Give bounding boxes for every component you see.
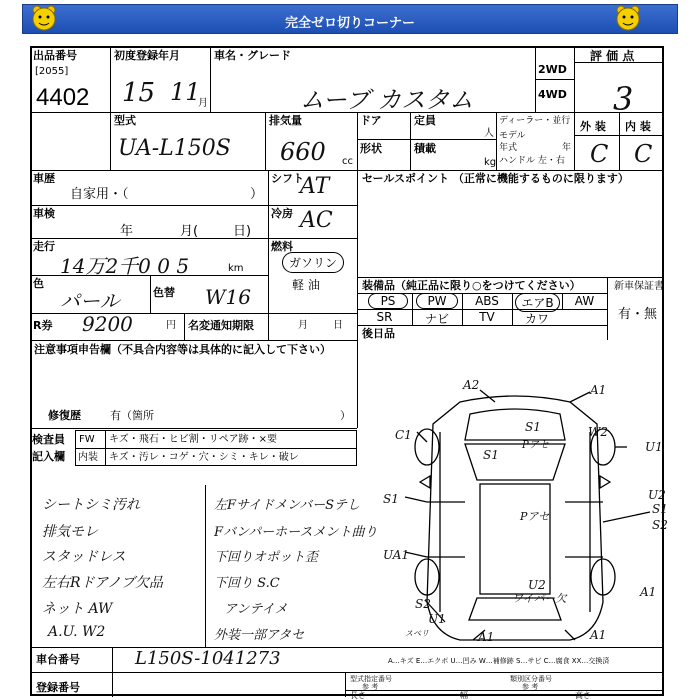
car-label: 車名・グレード [214, 49, 291, 62]
comment-line: シートシミ汚れ [42, 497, 140, 513]
car-name: ムーブ カスタム [300, 86, 474, 114]
color-value: パール [60, 289, 120, 313]
equipment-tv: TV [479, 310, 495, 324]
sales-point-label: セールスポイント （正常に機能するものに限ります） [362, 172, 629, 185]
mascot-icon [614, 4, 642, 32]
capacity-unit: 人 [484, 128, 494, 139]
equipment-ps: PS [368, 293, 408, 309]
engine-label: 排気量 [269, 114, 302, 127]
title-change-day: 日 [333, 320, 343, 331]
dealer-nen: 年 [562, 143, 572, 153]
fuel-label: 燃料 [271, 240, 293, 253]
damage-mark: U2 [648, 488, 666, 502]
inspection-label: 車検 [33, 207, 55, 220]
reg-year: 15 [122, 78, 156, 108]
divider [75, 448, 357, 449]
divider [410, 112, 411, 170]
drive-4wd: 4WD [538, 88, 567, 101]
comment-line: 下回りオポット歪 [214, 550, 319, 565]
equipment-aw: AW [574, 294, 595, 308]
divider [496, 112, 497, 170]
repair-label: 修復歴 [48, 409, 81, 422]
comment-line: 左FサイドメンバーSテし [214, 498, 360, 513]
footer-reference: 参 考 [522, 683, 539, 691]
interior-label: 内 装 [625, 120, 651, 133]
inspector-fw: FW [79, 434, 95, 445]
damage-mark: A1 [640, 585, 657, 599]
divider [619, 112, 620, 170]
damage-mark: A1 [590, 383, 607, 397]
inspection-day: 日) [233, 224, 252, 239]
damage-legend: A…キズ E…エクボ U…凹み W…補修跡 S…サビ C…腐食 XX…交換済 [388, 657, 610, 665]
damage-mark: S2 [652, 518, 668, 532]
comment-line: 下回り S.C [214, 576, 280, 591]
damage-mark: S2 [415, 597, 431, 611]
reg-month-unit: 月 [198, 98, 208, 109]
vehicle-use-label: 車歴 [33, 172, 55, 185]
mileage-label: 走行 [33, 240, 55, 253]
comment-line: 左右Rドアノブ欠品 [42, 575, 164, 591]
comment-line: アンテイメ [224, 602, 288, 617]
comment-line: Fバンパーホースメント曲り [214, 525, 378, 540]
dealer-label: ディーラー・並行 [499, 116, 571, 126]
score-label: 評 価 点 [590, 49, 635, 63]
shift-value: AT [300, 174, 330, 199]
divider [30, 205, 357, 206]
equipment-sr: SR [376, 310, 393, 324]
equipment-abs: ABS [475, 294, 499, 308]
lot-label: 出品番号 [33, 49, 77, 62]
damage-mark: UA1 [383, 548, 410, 562]
engine-value: 660 [280, 138, 326, 166]
damage-note: Pアセ [520, 510, 550, 523]
divider [210, 46, 211, 112]
vehicle-use-close: ） [250, 187, 264, 202]
door-label: ドア [360, 114, 382, 127]
chassis-label: 車台番号 [36, 653, 80, 666]
drive-2wd: 2WD [538, 63, 567, 76]
capacity-label: 定員 [414, 114, 436, 127]
score-value: 3 [613, 80, 634, 118]
damage-mark: U2 [528, 578, 546, 592]
damage-mark: W2 [588, 425, 608, 439]
divider [535, 79, 574, 80]
equipment-leather: カワ [524, 312, 549, 326]
divider [607, 277, 608, 340]
repair-close: ） [340, 409, 351, 422]
divider [357, 139, 496, 140]
inspection-month: 月( [180, 224, 199, 239]
cooler-value: AC [300, 208, 333, 233]
footer-height: 高さ [575, 691, 591, 700]
divider [105, 430, 106, 466]
warranty-label: 新車保証書 [614, 281, 664, 292]
divider [30, 340, 357, 341]
lot-number: 4402 [36, 84, 90, 111]
damage-mark: S1 [525, 420, 541, 434]
model-label: 型式 [114, 114, 136, 127]
header-banner [22, 4, 678, 34]
post-reg-label: 後日品 [362, 327, 395, 340]
inspector-row2: キズ・汚レ・コゲ・穴・シミ・キレ・破レ [109, 452, 299, 463]
engine-unit: cc [342, 156, 353, 167]
divider [574, 46, 575, 170]
footer-width: 幅 [460, 691, 468, 700]
equipment-airbag: エアB [515, 293, 560, 312]
divider [30, 428, 357, 429]
damage-mark: U1 [428, 612, 446, 626]
divider [265, 112, 266, 170]
damage-mark: A2 [463, 378, 480, 392]
divider [345, 690, 664, 691]
shape-label: 形状 [360, 142, 382, 155]
interior-value: C [634, 140, 653, 168]
damage-note: スベリ [405, 629, 429, 638]
mascot-icon [30, 4, 58, 32]
title-change-label: 名変通知期限 [188, 319, 254, 332]
divider [357, 325, 607, 326]
registration-label: 登録番号 [36, 681, 80, 694]
footer-length: 長さ [350, 691, 366, 700]
model-value: UA-L150S [118, 136, 231, 161]
inspection-year: 年 [120, 224, 134, 239]
color-code-label: 色替 [153, 286, 175, 299]
warranty-value: 有・無 [618, 307, 658, 322]
divider [268, 170, 269, 340]
color-code: W16 [205, 285, 252, 309]
dealer-model-year: モデル [499, 131, 526, 141]
fuel-gasoline: ガソリン [282, 252, 344, 273]
vehicle-use-value: 自家用・（ [70, 187, 129, 202]
equipment-label: 装備品（純正品に限り○をつけてください） [362, 279, 581, 292]
divider [357, 277, 664, 278]
damage-note: Pアセ [522, 440, 549, 451]
damage-mark: S1 [383, 492, 399, 506]
damage-note: ワイパー欠 [512, 592, 567, 605]
divider [110, 46, 111, 170]
inspector-interior: 内装 [78, 452, 98, 463]
inspector-row1: キズ・飛石・ヒビ割・リペア跡・×要 [109, 434, 277, 445]
damage-mark: S1 [652, 502, 668, 516]
load-unit: kg [484, 157, 497, 168]
exterior-value: C [590, 140, 609, 168]
exterior-label: 外 装 [580, 120, 606, 133]
damage-mark: A1 [590, 628, 607, 642]
inspector-label-2: 記入欄 [32, 450, 65, 463]
damage-mark: A1 [478, 630, 495, 644]
comment-line: 外装一部アタセ [214, 628, 305, 643]
reg-label: 初度登録年月 [114, 49, 180, 62]
repair-value: 有（箇所 [110, 409, 154, 422]
lot-sub: [2055] [35, 66, 69, 77]
divider [30, 672, 664, 673]
divider [357, 112, 358, 170]
fuel-diesel: 軽 油 [292, 278, 320, 292]
equipment-navi: ナビ [424, 312, 449, 326]
comment-line: 排気モレ [42, 524, 98, 540]
damage-mark: C1 [395, 428, 412, 442]
divider [205, 485, 206, 647]
color-label: 色 [33, 277, 44, 290]
divider [30, 170, 664, 171]
equipment-pw: PW [416, 293, 458, 309]
load-label: 積載 [414, 142, 436, 155]
chassis-value: L150S-1041273 [135, 648, 281, 669]
divider [112, 647, 113, 697]
comment-line: A.U. W2 [48, 624, 106, 640]
car-damage-diagram [365, 372, 665, 652]
footer-category: 類別区分番号 [510, 675, 552, 683]
comment-line: ネット AW [42, 601, 113, 617]
shift-label: シフト [271, 172, 304, 185]
page-title: 完全ゼロ切りコーナー [284, 16, 415, 31]
mileage-value: 14万2千0 0 5 [60, 254, 190, 278]
divider [150, 275, 151, 313]
damage-mark: U1 [645, 440, 663, 454]
recycle-value: 9200 [82, 312, 133, 336]
recycle-unit: 円 [166, 320, 176, 331]
divider [357, 340, 358, 428]
reg-month: 11 [170, 78, 201, 106]
title-change-month: 月 [298, 320, 308, 331]
divider [345, 672, 346, 697]
damage-mark: S1 [483, 448, 499, 462]
notes-label: 注意事項申告欄（不具合内容等は具体的に記入して下さい） [34, 343, 331, 356]
dealer-year-suffix: 年式 [499, 143, 518, 153]
dealer-handle: ハンドル 左・右 [499, 156, 565, 166]
comment-line: スタッドレス [42, 549, 126, 565]
recycle-label: R券 [33, 319, 53, 332]
mileage-unit: km [228, 263, 244, 274]
footer-reference: 参 考 [362, 683, 379, 691]
cooler-label: 冷房 [271, 207, 293, 220]
inspector-label-1: 検査員 [32, 433, 65, 446]
footer-designation: 型式指定番号 [350, 675, 392, 683]
divider [184, 313, 185, 340]
